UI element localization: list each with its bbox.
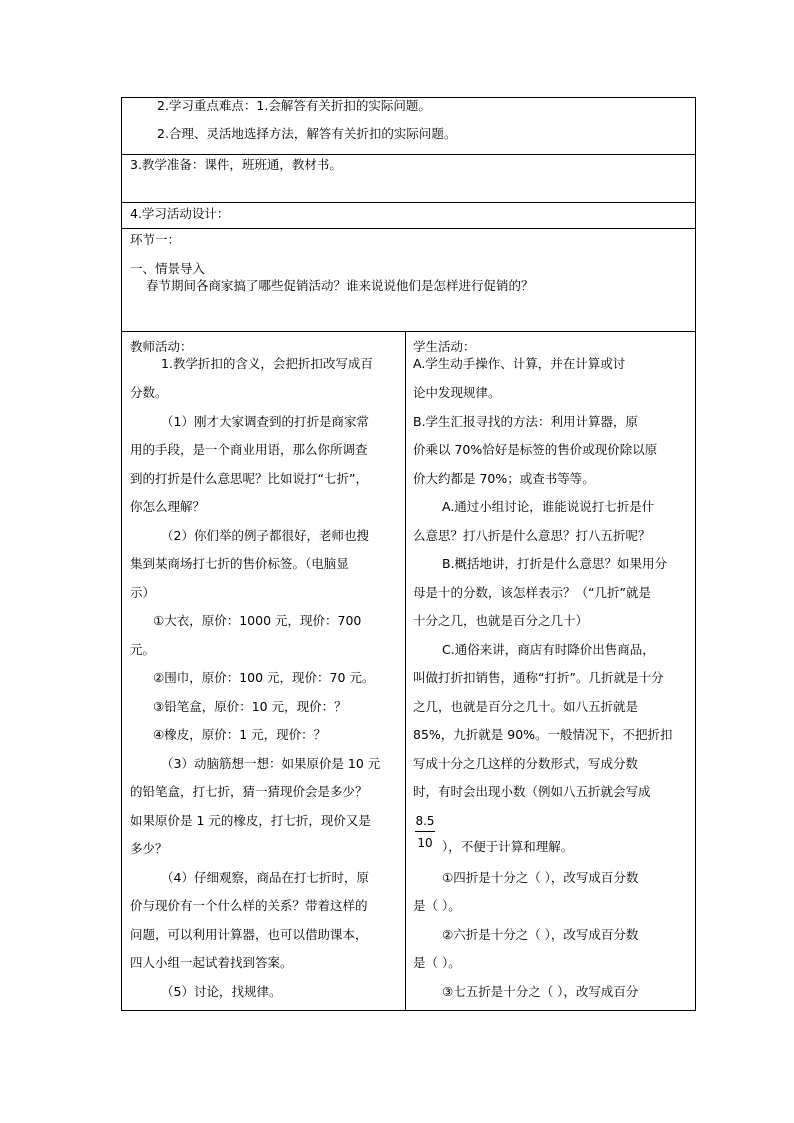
student-line: 么意思？打八折是什么意思？打八五折呢？	[413, 528, 651, 543]
teacher-line: （1）刚才大家调查到的打折是商家常	[161, 414, 369, 429]
fraction-bar	[415, 831, 435, 832]
teacher-line: 示）	[130, 585, 156, 600]
teacher-line: 你怎么理解？	[130, 499, 206, 514]
student-line: 价乘以 70%恰好是标签的售价或现价除以原	[413, 442, 658, 457]
student-line: 叫做打折扣销售，通称“打折”。几折就是十分	[413, 670, 664, 685]
student-activity-header: 学生活动：	[413, 339, 476, 354]
row-divider	[122, 228, 695, 229]
activity-design-heading: 4.学习活动设计：	[130, 206, 230, 221]
teacher-activity-header: 教师活动：	[130, 339, 193, 354]
teacher-line: 1.教学折扣的含义，会把折扣改写成百	[161, 356, 373, 371]
lesson-plan-table	[121, 97, 696, 1011]
teacher-line: 如果原价是 1 元的橡皮，打七折，现价又是	[130, 813, 371, 828]
teacher-line: 到的打折是什么意思呢？比如说打“七折”，	[130, 471, 368, 486]
fraction-numerator: 8.5	[415, 814, 435, 828]
student-line: A.通过小组讨论，谁能说说打七折是什	[442, 499, 655, 514]
teacher-line: 多少？	[130, 841, 168, 856]
intro-title: 一、情景导入	[130, 261, 206, 276]
teacher-line: 分数。	[130, 385, 168, 400]
teacher-line: （4）仔细观察，商品在打七折时，原	[161, 870, 369, 885]
teacher-line: ④橡皮，原价：1 元，现价：？	[153, 727, 327, 742]
student-line: C.通俗来讲，商店有时降价出售商品，	[442, 642, 655, 657]
row-divider	[122, 202, 695, 203]
teacher-line: 问题，可以利用计算器，也可以借助课本，	[130, 927, 368, 942]
teaching-preparation: 3.教学准备：课件，班班通，教材书。	[130, 157, 342, 172]
student-line: 是（ ）。	[413, 955, 461, 970]
student-line: 写成十分之几这样的分数形式，写成分数	[413, 756, 639, 771]
student-line: B.学生汇报寻找的方法：利用计算器，原	[413, 414, 639, 429]
teacher-line: （2）你们举的例子都很好，老师也搜	[161, 528, 369, 543]
student-line: A.学生动手操作、计算，并在计算或讨	[413, 356, 626, 371]
teacher-line: 用的手段，是一个商业用语，那么你所调查	[130, 442, 368, 457]
teacher-line: ②围巾，原价：100 元，现价：70 元。	[153, 670, 375, 685]
student-line: B.概括地讲，打折是什么意思？如果用分	[442, 556, 668, 571]
row-divider	[122, 331, 695, 332]
student-line: 论中发现规律。	[413, 385, 501, 400]
teacher-line: ①大衣，原价：1000 元，现价：700	[153, 613, 362, 628]
student-line: 85%，九折就是 90%。一般情况下，不把折扣	[413, 727, 673, 742]
teacher-line: 集到某商场打七折的售价标签。（电脑显	[130, 556, 349, 571]
section-label: 环节一：	[130, 232, 181, 247]
student-line: 十分之几，也就是百分之几十）	[413, 613, 589, 628]
column-divider	[405, 331, 406, 1010]
key-points-line-1: 2.学习重点难点：1.会解答有关折扣的实际问题。	[157, 98, 431, 113]
teacher-line: 价与现价有一个什么样的关系？带着这样的	[130, 898, 368, 913]
teacher-line: ③铅笔盒，原价：10 元，现价：？	[153, 699, 347, 714]
teacher-line: （3）动脑筋想一想：如果原价是 10 元	[161, 756, 381, 771]
teacher-line: （5）讨论，找规律。	[161, 984, 282, 999]
student-line: 之几，也就是百分之几十。如八五折就是	[413, 699, 639, 714]
key-points-line-2: 2.合理、灵活地选择方法，解答有关折扣的实际问题。	[157, 126, 457, 141]
student-line: 时，有时会出现小数（例如八五折就会写成	[413, 784, 651, 799]
intro-text: 春节期间各商家搞了哪些促销活动？谁来说说他们是怎样进行促销的？	[146, 278, 534, 293]
student-line: ③七五折是十分之（ ），改写成百分	[442, 984, 639, 999]
student-line: 是（ ）。	[413, 898, 461, 913]
fraction-denominator: 10	[417, 836, 433, 850]
student-line: 价大约都是 70%；或查书等等。	[413, 471, 595, 486]
row-divider	[122, 154, 695, 155]
teacher-line: 四人小组一起试着找到答案。	[130, 955, 293, 970]
student-line: 母是十的分数，该怎样表示？（“几折”就是	[413, 585, 651, 600]
student-line: ①四折是十分之（ ），改写成百分数	[442, 870, 639, 885]
student-line: ②六折是十分之（ ），改写成百分数	[442, 927, 639, 942]
student-line: ），不便于计算和理解。	[442, 839, 574, 854]
teacher-line: 的铅笔盒，打七折，猜一猜现价会是多少？	[130, 784, 368, 799]
teacher-line: 元。	[130, 642, 156, 657]
